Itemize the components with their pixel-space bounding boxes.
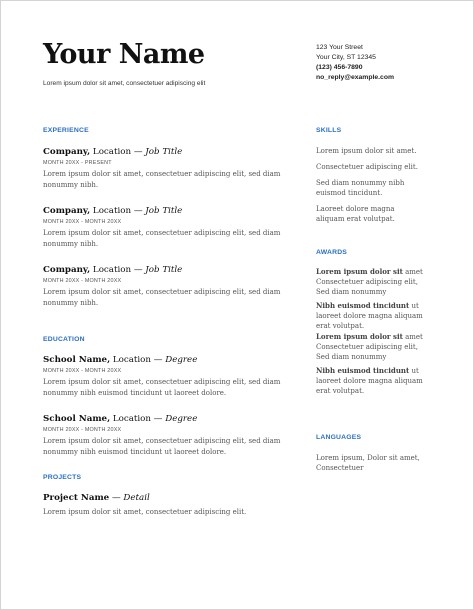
- award-item: [316, 366, 451, 396]
- award-title: Nibh euismod tincidunt: [316, 301, 410, 310]
- languages-line: Lorem ipsum, Dolor sit amet,: [316, 454, 420, 462]
- languages-text: [316, 453, 451, 473]
- skill-item: [316, 162, 446, 172]
- description-line: nonummy nibh euismod tincidunt ut laoreet dolore.: [43, 447, 227, 456]
- experience-entry: [43, 206, 293, 249]
- school-name: School Name,: [43, 355, 111, 365]
- languages-line: Consectetuer: [316, 464, 364, 472]
- description-line: Lorem ipsum dolor sit amet, consectetuer adipiscing elit, sed diam: [43, 437, 281, 445]
- contact-phone: (123) 456-7890: [316, 64, 363, 71]
- award-line: erat volutpat.: [316, 322, 365, 330]
- skill-item: [316, 146, 446, 156]
- description-line: Lorem ipsum dolor sit amet, consectetuer adipiscing elit, sed diam: [43, 378, 281, 386]
- award-title: Nibh euismod tincidunt: [316, 366, 410, 375]
- resume-tagline: Lorem ipsum dolor sit amet, consectetuer adipiscing elit: [43, 80, 206, 87]
- education-entry: [43, 414, 293, 457]
- job-title: Job Title: [145, 206, 183, 216]
- skill-line: euismod tincidunt.: [316, 189, 383, 197]
- award-line: [316, 332, 451, 342]
- award-line: Consectetuer adipiscing elit,: [316, 343, 418, 351]
- skill-item: [316, 178, 446, 198]
- company-name: Company,: [43, 147, 91, 157]
- company-name: Company,: [43, 206, 91, 216]
- description-line: nonummy nibh.: [43, 239, 99, 248]
- section-heading-experience: EXPERIENCE: [43, 127, 89, 134]
- job-title: Job Title: [145, 147, 183, 157]
- award-title-rest: amet: [402, 333, 423, 341]
- experience-description: [43, 169, 293, 190]
- education-description: [43, 436, 293, 457]
- experience-title: [43, 265, 293, 275]
- description-line: Lorem ipsum dolor sit amet, consectetuer adipiscing elit, sed diam: [43, 288, 281, 296]
- experience-entry: [43, 147, 293, 190]
- education-title: [43, 414, 293, 424]
- degree: Degree: [165, 414, 198, 424]
- award-line: [316, 267, 451, 277]
- project-separator: —: [109, 493, 124, 503]
- section-heading-awards: AWARDS: [316, 249, 348, 256]
- award-line: Sed diam nonummy: [316, 353, 387, 361]
- degree: Degree: [165, 355, 198, 365]
- education-title: [43, 355, 293, 365]
- section-heading-skills: SKILLS: [316, 127, 342, 134]
- skill-line: aliquam erat volutpat.: [316, 215, 395, 223]
- skill-line: Laoreet dolore magna: [316, 205, 395, 213]
- project-name: Project Name: [43, 493, 110, 503]
- project-description: [43, 507, 293, 518]
- skill-item: [316, 204, 446, 224]
- award-line: erat volutpat.: [316, 387, 365, 395]
- description-line: nonummy nibh.: [43, 298, 99, 307]
- experience-dates: MONTH 20XX - PRESENT: [43, 160, 112, 166]
- section-heading-projects: PROJECTS: [43, 474, 82, 481]
- award-item: [316, 332, 451, 362]
- award-line: laoreet dolore magna aliquam: [316, 377, 423, 385]
- project-detail: Detail: [123, 493, 150, 503]
- skill-line: Lorem ipsum dolor sit amet.: [316, 147, 417, 155]
- award-line: laoreet dolore magna aliquam: [316, 312, 423, 320]
- education-description: [43, 377, 293, 398]
- award-item: [316, 301, 451, 331]
- experience-title: [43, 206, 293, 216]
- education-dates: MONTH 20XX - MONTH 20XX: [43, 427, 122, 433]
- award-line: [316, 366, 451, 376]
- school-location: Location —: [110, 355, 166, 365]
- company-location: Location —: [90, 147, 146, 157]
- section-heading-languages: LANGUAGES: [316, 434, 362, 441]
- award-item: [316, 267, 451, 297]
- award-line: Consectetuer adipiscing elit,: [316, 278, 418, 286]
- company-location: Location —: [90, 206, 146, 216]
- awards-list: [316, 267, 451, 396]
- project-title: [43, 493, 293, 503]
- award-line: Sed diam nonummy: [316, 288, 387, 296]
- contact-city: Your City, ST 12345: [316, 54, 376, 61]
- skills-list: [316, 146, 446, 224]
- description-line: Lorem ipsum dolor sit amet, consectetuer adipiscing elit, sed diam: [43, 170, 281, 178]
- company-location: Location —: [90, 265, 146, 275]
- award-line: [316, 301, 451, 311]
- skill-line: Sed diam nonummy nibh: [316, 179, 405, 187]
- award-title-rest: amet: [402, 268, 423, 276]
- experience-description: [43, 287, 293, 308]
- school-location: Location —: [110, 414, 166, 424]
- company-name: Company,: [43, 265, 91, 275]
- experience-description: [43, 228, 293, 249]
- experience-dates: MONTH 20XX - MONTH 20XX: [43, 278, 122, 284]
- award-title: Lorem ipsum dolor sit: [316, 267, 403, 276]
- experience-dates: MONTH 20XX - MONTH 20XX: [43, 219, 122, 225]
- section-heading-education: EDUCATION: [43, 336, 85, 343]
- description-line: nonummy nibh.: [43, 180, 99, 189]
- project-entry: [43, 493, 293, 518]
- school-name: School Name,: [43, 414, 111, 424]
- experience-title: [43, 147, 293, 157]
- education-dates: MONTH 20XX - MONTH 20XX: [43, 368, 122, 374]
- contact-email[interactable]: no_reply@example.com: [316, 74, 395, 81]
- description-line: Lorem ipsum dolor sit amet, consectetuer adipiscing elit.: [43, 508, 247, 516]
- experience-entry: [43, 265, 293, 308]
- description-line: nonummy nibh euismod tincidunt ut laoreet dolore.: [43, 388, 227, 397]
- award-title: Lorem ipsum dolor sit: [316, 332, 403, 341]
- contact-block: [316, 43, 394, 83]
- contact-street: 123 Your Street: [316, 44, 363, 51]
- skill-line: Consectetuer adipiscing elit.: [316, 163, 418, 171]
- award-title-rest: ut: [409, 302, 419, 310]
- education-entry: [43, 355, 293, 398]
- resume-name: Your Name: [43, 39, 205, 70]
- job-title: Job Title: [145, 265, 183, 275]
- description-line: Lorem ipsum dolor sit amet, consectetuer adipiscing elit, sed diam: [43, 229, 281, 237]
- award-title-rest: ut: [409, 367, 419, 375]
